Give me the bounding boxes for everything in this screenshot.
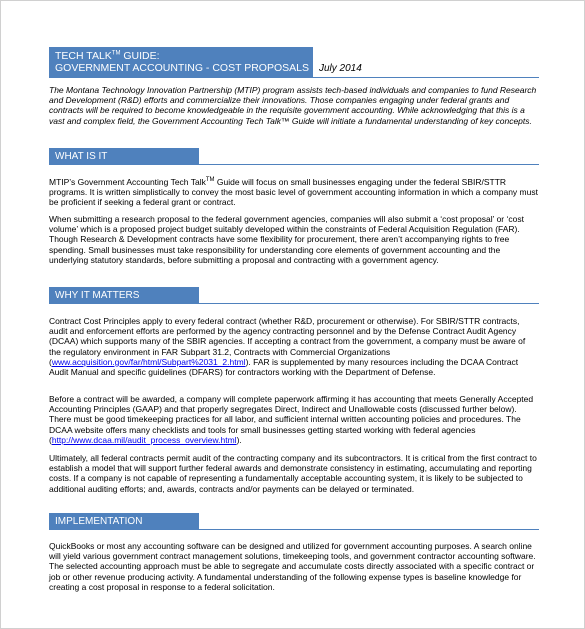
section-divider	[49, 529, 539, 530]
title-divider	[49, 77, 539, 78]
title-line-1: TECH TALK™ GUIDE:	[55, 50, 160, 62]
section-divider	[49, 164, 539, 165]
trademark-symbol: TM	[111, 50, 121, 57]
section-divider	[49, 303, 539, 304]
why-paragraph-3: Ultimately, all federal contracts permit audit of the contracting company and its subcontractors. It is critical from the first contract to establish a model that will support further federal awards and demonstrate consistency in estimating, accumulating and reporting costs. If a company is not capable of representing a fundamentally acceptable accounting system, it is likely to be subjected to additional auditing efforts; and, awards, contracts and/or payments can be delayed or terminated.	[49, 453, 537, 494]
what-paragraph-1: MTIP’s Government Accounting Tech Talk™ Guide will focus on small businesses engaging under the federal SBIR/STTR programs. It is written simplistically to convey the most basic level of government accounting information in which a company must be proficient if seeking a federal grant or contract.	[49, 177, 538, 208]
title-banner	[49, 47, 313, 77]
why-paragraph-1: Contract Cost Principles apply to every federal contract (whether R&D, procurement or otherwise). For SBIR/STTR contracts, audit and enforcement efforts are performed by the agency contracting personnel and by the Defense Contract Audit Agency (DCAA) which supports many of the SBIR agencies. If accepting a contract from the government, a company must be aware of the regulatory environment in FAR Subpart 31.2, Contracts with Commercial Organizations (www.acquisition.gov/far/html/Subpart%2031_2.html). FAR is supplemented by many resources including the DCAA Contract Audit Manual and specific guidelines (DFARS) for contractors working with the Department of Defense.	[49, 316, 526, 378]
title-line-2: GOVERNMENT ACCOUNTING - COST PROPOSALS	[55, 62, 309, 74]
intro-paragraph: The Montana Technology Innovation Partnership (MTIP) program assists tech-based individuals and companies to fund Research and Development (R&D) efforts and commercialize their innovations. Those companies engaging under federal grants and contracts will be required to become knowledgeable in the requisite government accounting. While acknowledging that this is a vast and complex field, the Government Accounting Tech Talk™ Guide will initiate a fundamental understanding of key concepts.	[49, 85, 537, 126]
acquisition-gov-link[interactable]: www.acquisition.gov/far/html/Subpart%2031_2.html	[51, 356, 246, 367]
section-heading-what-is-it: WHAT IS IT	[49, 148, 199, 165]
implementation-paragraph-1: QuickBooks or most any accounting software can be designed and utilized for government accounting purposes. A search online will yield various government contract management solutions, timekeeping tools, and government contractor accounting software. The selected accounting approach must be able to segregate and accumulate costs directly associated with a specific contract or job or other revenue producing activity. A fundamental understanding of the following expense types is baseline knowledge for creating a cost proposal in response to a federal solicitation.	[49, 541, 536, 592]
what-paragraph-2: When submitting a research proposal to the federal government agencies, companies will also submit a ‘cost proposal’ or ‘cost volume’ which is a proposed project budget suitably developed within the constraints of Federal Acquisition Regulation (FAR). Though Research & Development contracts have some flexibility for procurement, there aren’t accompanying rights to free spending. Small businesses must take responsibility for understanding core elements of government accounting and the underlying statutory standards, before submitting a proposal and contracting with a government agency.	[49, 214, 524, 265]
why-paragraph-2: Before a contract will be awarded, a company will complete paperwork affirming it has accounting that meets Generally Accepted Accounting Principles (GAAP) and that properly segregates Direct, Indirect and Unallowable costs (discussed further below). There must be good timekeeping practices for all labor, and sufficient internal written accounting policies and procedures. The DCAA website offers many checklists and tools for small businesses getting started working with federal agencies (http://www.dcaa.mil/audit_process_overview.html).	[49, 394, 534, 445]
document-date: July 2014	[319, 63, 362, 74]
section-heading-why-it-matters: WHY IT MATTERS	[49, 287, 199, 304]
section-heading-implementation: IMPLEMENTATION	[49, 513, 199, 530]
dcaa-link[interactable]: http://www.dcaa.mil/audit_process_overview.html	[51, 434, 237, 445]
